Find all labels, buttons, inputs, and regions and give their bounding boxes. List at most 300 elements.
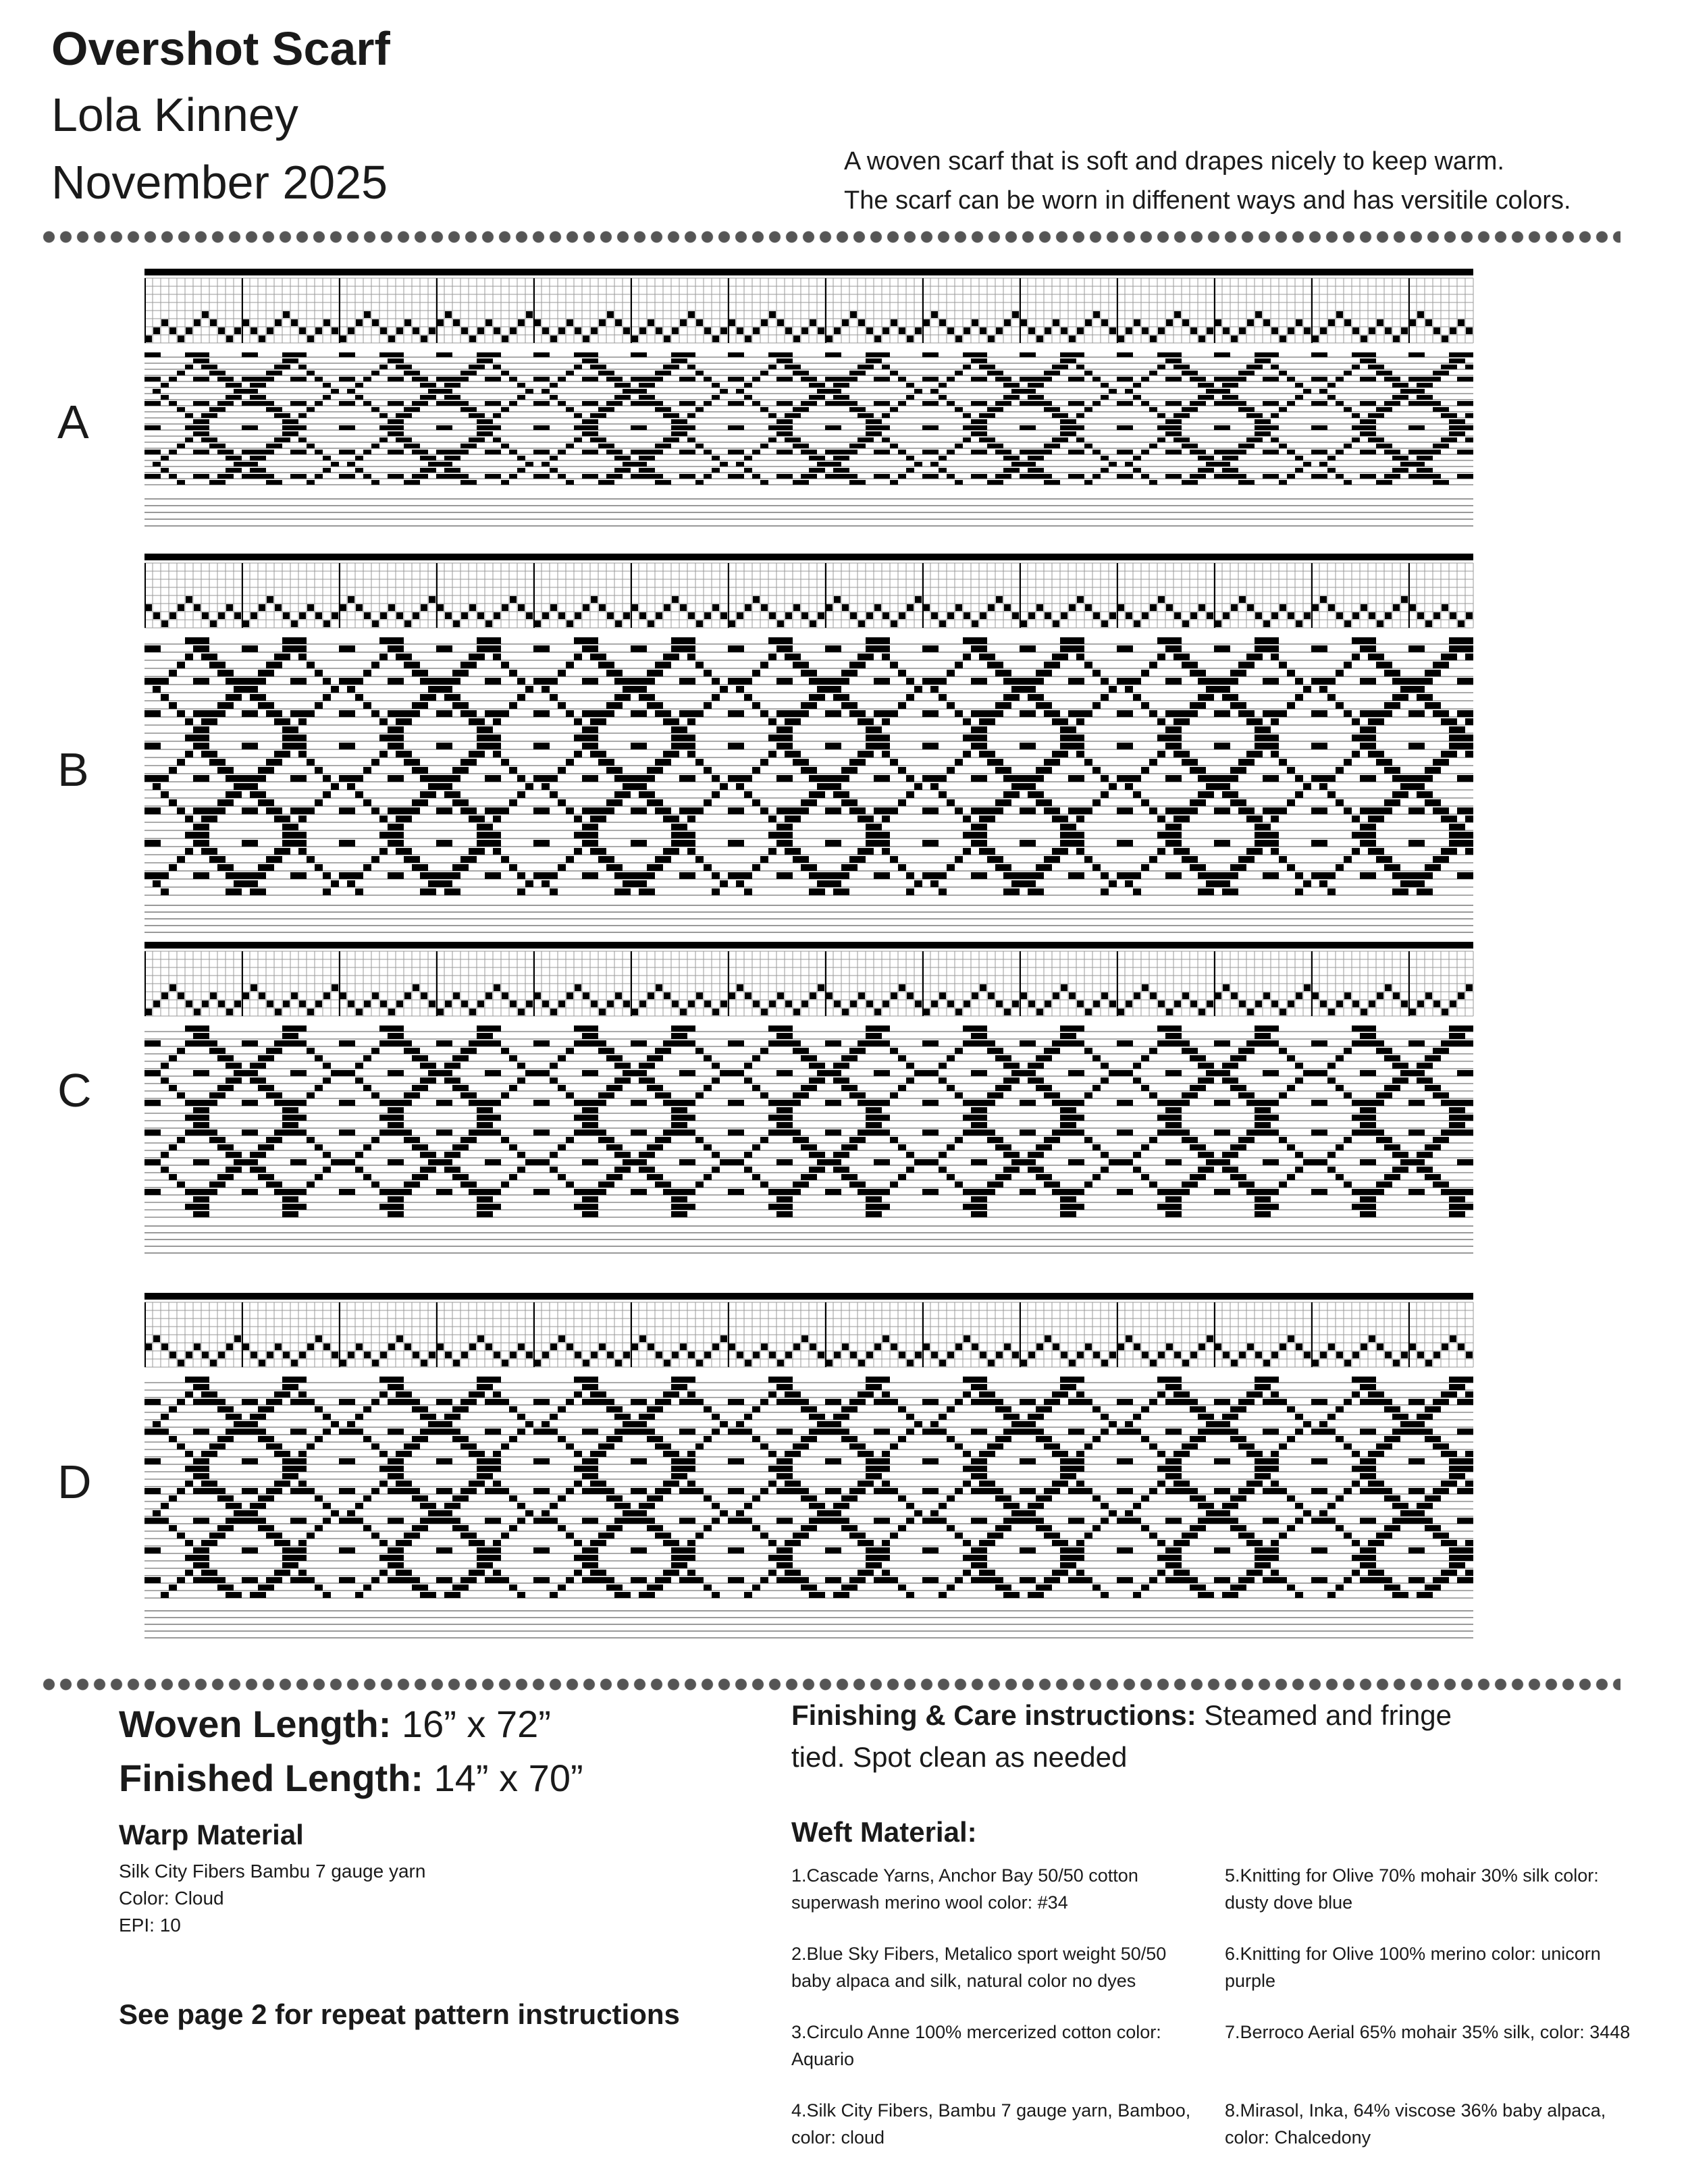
pattern-cell bbox=[1092, 401, 1101, 406]
pattern-cell bbox=[1263, 431, 1271, 436]
pattern-cell bbox=[533, 1100, 542, 1106]
pattern-cell bbox=[639, 807, 647, 814]
pattern-cell bbox=[1190, 444, 1198, 448]
pattern-cell bbox=[1206, 468, 1214, 473]
pattern-cell bbox=[776, 678, 785, 685]
pattern-cell bbox=[250, 645, 258, 652]
pattern-cell bbox=[428, 678, 436, 685]
pattern-cell bbox=[1392, 678, 1400, 685]
pattern-cell bbox=[444, 1063, 452, 1069]
pattern-cell bbox=[1060, 848, 1068, 855]
pattern-cell bbox=[922, 872, 930, 879]
pattern-cell bbox=[1109, 783, 1117, 790]
pattern-cell bbox=[1190, 474, 1198, 479]
thread-mark bbox=[250, 984, 257, 991]
pattern-cell bbox=[169, 799, 177, 806]
thread-mark bbox=[1296, 319, 1302, 326]
pattern-cell bbox=[234, 1063, 242, 1069]
pattern-cell bbox=[1344, 1092, 1352, 1098]
pattern-cell bbox=[1214, 840, 1222, 847]
pattern-cell bbox=[1311, 401, 1319, 406]
pattern-cell bbox=[144, 710, 153, 717]
pattern-cell bbox=[485, 1122, 493, 1128]
pattern-cell bbox=[1190, 662, 1198, 668]
pattern-cell bbox=[1384, 702, 1392, 709]
thread-mark bbox=[923, 319, 930, 326]
thread-mark bbox=[1263, 1360, 1270, 1366]
pattern-cell bbox=[1263, 419, 1271, 424]
pattern-cell bbox=[1036, 395, 1044, 400]
pattern-cell bbox=[396, 718, 404, 725]
pattern-cell bbox=[1182, 751, 1190, 757]
pattern-cell bbox=[874, 840, 882, 847]
pattern-cell bbox=[655, 662, 663, 668]
pattern-cell bbox=[266, 1137, 274, 1143]
thread-mark bbox=[1344, 620, 1351, 627]
pattern-cell bbox=[1230, 1174, 1238, 1180]
thread-mark bbox=[866, 612, 873, 619]
pattern-cell bbox=[785, 401, 793, 406]
pattern-cell bbox=[590, 352, 598, 357]
pattern-cell bbox=[388, 743, 396, 749]
pattern-cell bbox=[1003, 791, 1011, 798]
pattern-cell bbox=[1068, 1115, 1076, 1121]
pattern-cell bbox=[460, 662, 469, 668]
thread-mark bbox=[1182, 620, 1189, 627]
pattern-cell bbox=[266, 670, 274, 676]
pattern-cell bbox=[444, 1129, 452, 1136]
pattern-cell bbox=[858, 1181, 866, 1188]
pattern-cell bbox=[388, 1107, 396, 1113]
pattern-cell bbox=[1222, 880, 1230, 887]
pattern-cell bbox=[590, 637, 598, 644]
pattern-cell bbox=[1198, 799, 1206, 806]
pattern-cell bbox=[1173, 437, 1182, 442]
pattern-cell bbox=[971, 425, 979, 430]
thread-mark bbox=[194, 319, 201, 326]
pattern-cell bbox=[250, 1167, 258, 1173]
thread-mark bbox=[1020, 620, 1027, 627]
pattern-cell bbox=[1336, 450, 1344, 454]
pattern-cell bbox=[631, 352, 639, 357]
thread-mark bbox=[1036, 604, 1043, 611]
pattern-cell bbox=[1068, 419, 1076, 424]
pattern-cell bbox=[1263, 474, 1271, 479]
pattern-cell bbox=[655, 1137, 663, 1143]
thread-mark bbox=[218, 1352, 225, 1358]
pattern-cell bbox=[776, 1026, 785, 1032]
pattern-cell bbox=[663, 654, 671, 660]
pattern-cell bbox=[396, 419, 404, 424]
pattern-cell bbox=[833, 783, 841, 790]
pattern-cell bbox=[752, 767, 760, 774]
pattern-cell bbox=[501, 807, 509, 814]
pattern-cell bbox=[1360, 450, 1368, 454]
pattern-cell bbox=[785, 735, 793, 741]
pattern-cell bbox=[1028, 1077, 1036, 1084]
pattern-cell bbox=[1222, 1152, 1230, 1158]
pattern-cell bbox=[947, 864, 955, 871]
thread-mark bbox=[899, 1352, 905, 1358]
pattern-cell bbox=[801, 799, 809, 806]
pattern-cell bbox=[1319, 872, 1327, 879]
pattern-cell bbox=[234, 880, 242, 887]
pattern-cell bbox=[606, 1055, 614, 1061]
pattern-cell bbox=[1368, 645, 1376, 652]
pattern-cell bbox=[833, 1040, 841, 1046]
pattern-cell bbox=[1376, 407, 1384, 412]
thread-mark bbox=[186, 327, 192, 334]
pattern-cell bbox=[1044, 474, 1052, 479]
pattern-cell bbox=[1400, 791, 1408, 798]
pattern-cell bbox=[226, 395, 234, 400]
pattern-cell bbox=[452, 450, 460, 454]
pattern-cell bbox=[1271, 1100, 1279, 1106]
pattern-cell bbox=[290, 1033, 298, 1039]
pattern-cell bbox=[1206, 686, 1214, 693]
pattern-cell bbox=[1076, 1040, 1084, 1046]
thread-mark bbox=[1198, 1343, 1205, 1350]
pattern-cell bbox=[1125, 1159, 1133, 1165]
pattern-cell bbox=[1465, 654, 1473, 660]
pattern-cell bbox=[712, 872, 720, 879]
pattern-cell bbox=[590, 832, 598, 838]
pattern-cell bbox=[452, 872, 460, 879]
pattern-cell bbox=[963, 1129, 971, 1136]
draft-a bbox=[144, 269, 1535, 532]
pattern-cell bbox=[1457, 735, 1465, 741]
thread-mark bbox=[1361, 1009, 1367, 1015]
pattern-cell bbox=[144, 872, 153, 879]
pattern-cell bbox=[712, 678, 720, 685]
pattern-cell bbox=[428, 880, 436, 887]
pattern-cell bbox=[971, 840, 979, 847]
pattern-cell bbox=[728, 1070, 736, 1076]
pattern-cell bbox=[922, 1129, 930, 1136]
thread-mark bbox=[340, 1360, 346, 1366]
pattern-cell bbox=[971, 726, 979, 733]
pattern-cell bbox=[258, 474, 266, 479]
thread-mark bbox=[688, 311, 695, 318]
pattern-cell bbox=[1238, 480, 1246, 485]
pattern-cell bbox=[460, 710, 469, 717]
pattern-cell bbox=[1465, 678, 1473, 685]
pattern-cell bbox=[752, 1174, 760, 1180]
pattern-cell bbox=[144, 1100, 153, 1106]
pattern-cell bbox=[266, 1144, 274, 1150]
thread-mark bbox=[1190, 1352, 1197, 1358]
pattern-cell bbox=[1068, 824, 1076, 830]
thread-mark bbox=[623, 1001, 630, 1007]
pattern-cell bbox=[849, 864, 858, 871]
pattern-cell bbox=[906, 1077, 914, 1084]
pattern-cell bbox=[363, 864, 371, 871]
pattern-cell bbox=[979, 678, 987, 685]
pattern-cell bbox=[963, 1115, 971, 1121]
pattern-cell bbox=[728, 775, 736, 782]
pattern-cell bbox=[1384, 670, 1392, 676]
repeat-marker bbox=[825, 1302, 826, 1367]
pattern-cell bbox=[1182, 759, 1190, 766]
thread-mark bbox=[753, 596, 760, 603]
pattern-cell bbox=[1182, 1040, 1190, 1046]
pattern-cell bbox=[712, 1152, 720, 1158]
pattern-cell bbox=[388, 832, 396, 838]
thread-mark bbox=[161, 992, 168, 999]
pattern-cell bbox=[1133, 468, 1141, 473]
pattern-cell bbox=[1157, 1040, 1165, 1046]
pattern-cell bbox=[493, 832, 501, 838]
pattern-cell bbox=[452, 456, 460, 460]
pattern-cell bbox=[817, 783, 825, 790]
pattern-cell bbox=[752, 1085, 760, 1091]
pattern-cell bbox=[1003, 395, 1011, 400]
pattern-cell bbox=[477, 425, 485, 430]
pattern-cell bbox=[671, 352, 679, 357]
pattern-cell bbox=[1222, 710, 1230, 717]
thread-mark bbox=[388, 1009, 395, 1015]
pattern-cell bbox=[1263, 743, 1271, 749]
pattern-cell bbox=[1360, 824, 1368, 830]
pattern-cell bbox=[825, 710, 833, 717]
pattern-cell bbox=[371, 1137, 379, 1143]
pattern-cell bbox=[420, 1167, 428, 1173]
pattern-cell bbox=[1003, 1152, 1011, 1158]
pattern-cell bbox=[906, 678, 914, 685]
pattern-cell bbox=[679, 824, 687, 830]
pattern-cell bbox=[1165, 1070, 1173, 1076]
pattern-cell bbox=[1311, 474, 1319, 479]
pattern-cell bbox=[501, 480, 509, 485]
pattern-cell bbox=[849, 444, 858, 448]
pattern-cell bbox=[1368, 775, 1376, 782]
pattern-cell bbox=[1036, 888, 1044, 895]
pattern-cell bbox=[1182, 654, 1190, 660]
pattern-cell bbox=[1441, 1100, 1449, 1106]
pattern-cell bbox=[1400, 383, 1408, 388]
pattern-cell bbox=[193, 678, 201, 685]
pattern-cell bbox=[631, 872, 639, 879]
pattern-cell bbox=[258, 775, 266, 782]
pattern-cell bbox=[882, 352, 890, 357]
pattern-cell bbox=[590, 425, 598, 430]
pattern-cell bbox=[452, 694, 460, 701]
pattern-cell bbox=[1198, 377, 1206, 381]
pattern-cell bbox=[1376, 807, 1384, 814]
thread-mark bbox=[356, 604, 363, 611]
thread-mark bbox=[453, 620, 460, 627]
pattern-cell bbox=[1173, 1204, 1182, 1210]
pattern-cell bbox=[687, 637, 695, 644]
pattern-cell bbox=[226, 383, 234, 388]
pattern-cell bbox=[1368, 1100, 1376, 1106]
pattern-cell bbox=[987, 413, 995, 418]
thread-mark bbox=[299, 327, 306, 334]
pattern-cell bbox=[833, 710, 841, 717]
pattern-cell bbox=[963, 1204, 971, 1210]
pattern-cell bbox=[1425, 1174, 1433, 1180]
pattern-cell bbox=[1109, 389, 1117, 394]
pattern-cell bbox=[841, 456, 849, 460]
thread-mark bbox=[842, 1343, 849, 1350]
pattern-cell bbox=[1441, 407, 1449, 412]
pattern-cell bbox=[785, 431, 793, 436]
pattern-cell bbox=[833, 807, 841, 814]
pattern-cell bbox=[493, 1204, 501, 1210]
pattern-cell bbox=[201, 654, 209, 660]
pattern-cell bbox=[517, 1152, 525, 1158]
pattern-cell bbox=[185, 1204, 193, 1210]
pattern-cell bbox=[866, 654, 874, 660]
pattern-cell bbox=[201, 437, 209, 442]
thread-mark bbox=[1028, 327, 1035, 334]
pattern-cell bbox=[663, 1048, 671, 1054]
pattern-cell bbox=[347, 710, 355, 717]
pattern-cell bbox=[1368, 431, 1376, 436]
pattern-cell bbox=[979, 450, 987, 454]
pattern-cell bbox=[623, 783, 631, 790]
pattern-cell bbox=[1449, 824, 1457, 830]
thread-mark bbox=[915, 327, 922, 334]
repeat-marker bbox=[533, 563, 535, 628]
pattern-cell bbox=[1238, 450, 1246, 454]
pattern-cell bbox=[639, 425, 647, 430]
pattern-cell bbox=[704, 1174, 712, 1180]
pattern-cell bbox=[1222, 401, 1230, 406]
pattern-cell bbox=[736, 678, 744, 685]
thread-mark bbox=[485, 1343, 492, 1350]
thread-mark bbox=[218, 1001, 225, 1007]
pattern-cell bbox=[404, 662, 412, 668]
pattern-cell bbox=[469, 1092, 477, 1098]
pattern-cell bbox=[1117, 1129, 1125, 1136]
pattern-cell bbox=[1214, 1100, 1222, 1106]
pattern-cell bbox=[1368, 807, 1376, 814]
pattern-cell bbox=[679, 1377, 687, 1383]
pattern-cell bbox=[1465, 1115, 1473, 1121]
pattern-cell bbox=[1408, 880, 1417, 887]
pattern-cell bbox=[258, 694, 266, 701]
pattern-cell bbox=[801, 759, 809, 766]
pattern-cell bbox=[906, 468, 914, 473]
thread-mark bbox=[1304, 1352, 1311, 1358]
pattern-cell bbox=[550, 1167, 558, 1173]
pattern-cell bbox=[1206, 462, 1214, 467]
pattern-cell bbox=[752, 450, 760, 454]
pattern-cell bbox=[1449, 431, 1457, 436]
thread-mark bbox=[607, 1001, 614, 1007]
fringe-line bbox=[144, 512, 1473, 513]
pattern-cell bbox=[1408, 783, 1417, 790]
pattern-cell bbox=[1020, 686, 1028, 693]
pattern-cell bbox=[566, 1137, 574, 1143]
pattern-cell bbox=[290, 726, 298, 733]
pattern-cell bbox=[606, 1137, 614, 1143]
pattern-cell bbox=[1068, 1122, 1076, 1128]
pattern-cell bbox=[290, 1159, 298, 1165]
pattern-cell bbox=[339, 1159, 347, 1165]
pattern-cell bbox=[1336, 767, 1344, 774]
pattern-cell bbox=[1433, 799, 1441, 806]
pattern-cell bbox=[655, 1181, 663, 1188]
pattern-cell bbox=[785, 1189, 793, 1195]
thread-mark bbox=[1328, 319, 1335, 326]
pattern-cell bbox=[525, 783, 533, 790]
pattern-cell bbox=[1092, 1174, 1101, 1180]
pattern-cell bbox=[793, 407, 801, 412]
pattern-cell bbox=[809, 670, 817, 676]
pattern-cell bbox=[444, 807, 452, 814]
pattern-cell bbox=[663, 413, 671, 418]
thread-mark bbox=[1377, 319, 1383, 326]
pattern-cell bbox=[639, 1040, 647, 1046]
pattern-cell bbox=[1141, 864, 1149, 871]
pattern-cell bbox=[1182, 407, 1190, 412]
pattern-cell bbox=[258, 872, 266, 879]
thread-mark bbox=[1020, 1360, 1027, 1366]
pattern-cell bbox=[785, 678, 793, 685]
pattern-cell bbox=[1020, 840, 1028, 847]
thread-mark bbox=[1126, 1001, 1132, 1007]
thread-mark bbox=[891, 620, 897, 627]
pattern-cell bbox=[671, 840, 679, 847]
pattern-cell bbox=[574, 1026, 582, 1032]
pattern-cell bbox=[1263, 1122, 1271, 1128]
pattern-cell bbox=[736, 474, 744, 479]
pattern-cell bbox=[882, 365, 890, 369]
pattern-cell bbox=[1408, 840, 1417, 847]
weft-line bbox=[144, 393, 1473, 394]
thread-mark bbox=[1393, 604, 1400, 611]
pattern-cell bbox=[1157, 437, 1165, 442]
pattern-cell bbox=[274, 413, 282, 418]
thread-mark bbox=[259, 992, 265, 999]
pattern-cell bbox=[1425, 401, 1433, 406]
pattern-cell bbox=[1173, 413, 1182, 418]
pattern-cell bbox=[1352, 1115, 1360, 1121]
thread-mark bbox=[1466, 1352, 1473, 1358]
pattern-cell bbox=[590, 645, 598, 652]
thread-mark bbox=[866, 327, 873, 334]
thread-mark bbox=[566, 319, 573, 326]
pattern-cell bbox=[1092, 799, 1101, 806]
pattern-cell bbox=[1319, 840, 1327, 847]
pattern-cell bbox=[785, 437, 793, 442]
pattern-cell bbox=[1036, 791, 1044, 798]
pattern-cell bbox=[631, 377, 639, 381]
pattern-cell bbox=[1165, 726, 1173, 733]
pattern-cell bbox=[485, 645, 493, 652]
pattern-cell bbox=[1336, 1174, 1344, 1180]
thread-mark bbox=[648, 620, 654, 627]
pattern-cell bbox=[760, 1137, 768, 1143]
thread-mark bbox=[210, 1360, 217, 1366]
pattern-cell bbox=[201, 1100, 209, 1106]
pattern-cell bbox=[776, 1377, 785, 1383]
pattern-cell bbox=[874, 1204, 882, 1210]
pattern-cell bbox=[760, 1181, 768, 1188]
pattern-cell bbox=[606, 856, 614, 863]
pattern-cell bbox=[979, 1159, 987, 1165]
thread-mark bbox=[1433, 1001, 1440, 1007]
thread-mark bbox=[1045, 612, 1051, 619]
pattern-cell bbox=[1384, 377, 1392, 381]
thread-mark bbox=[348, 1001, 354, 1007]
pattern-cell bbox=[744, 395, 752, 400]
pattern-cell bbox=[1230, 468, 1238, 473]
pattern-cell bbox=[1263, 1384, 1271, 1390]
pattern-cell bbox=[866, 1122, 874, 1128]
